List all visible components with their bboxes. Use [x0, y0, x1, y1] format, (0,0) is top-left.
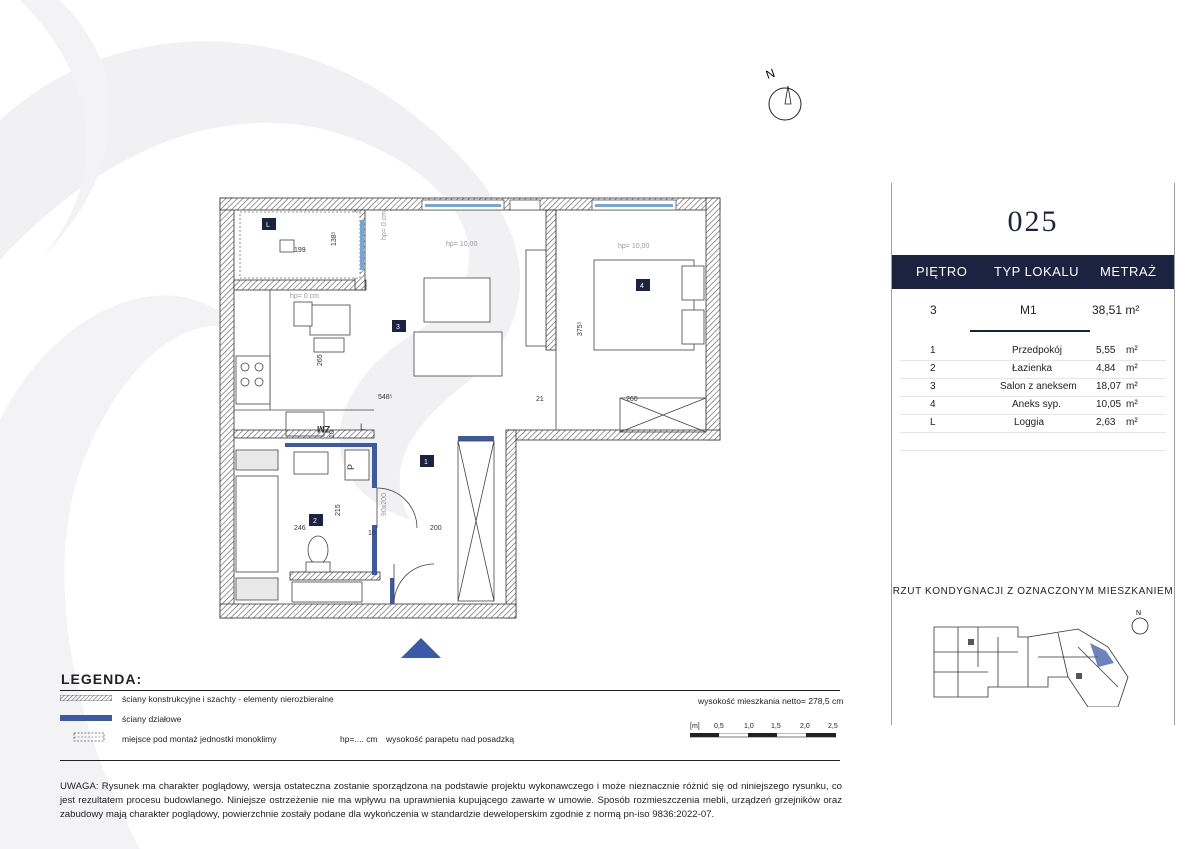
- room-row: [900, 397, 1166, 415]
- room-name: Aneks syp.: [1012, 399, 1061, 410]
- room-area: 2,63: [1096, 417, 1116, 428]
- north-compass-icon: [760, 64, 810, 124]
- entrance-arrow-icon: [400, 638, 442, 660]
- unit-info-panel: [891, 183, 1175, 725]
- room-area: 10,05: [1096, 399, 1122, 410]
- dim-200: 200: [430, 525, 442, 532]
- summary-floor: 3: [930, 303, 937, 317]
- apartment-height: wysokość mieszkania netto= 278,5 cm: [698, 696, 844, 706]
- room-row: [900, 379, 1166, 397]
- room-row-empty: [900, 433, 1166, 451]
- scale-tick: 1,5: [771, 723, 781, 730]
- p-label: P: [346, 463, 356, 470]
- room-unit: m²: [1126, 345, 1138, 356]
- room-num: 1: [930, 345, 936, 356]
- unit-header-bar: [892, 255, 1174, 289]
- room-row: [900, 415, 1166, 433]
- room-num: 4: [930, 399, 936, 410]
- room-num: 3: [930, 381, 936, 392]
- legend-structural-label: ściany konstrukcyjne i szachty - elementy nierozbieralne: [122, 694, 334, 704]
- legend-partition-label: ściany działowe: [122, 714, 182, 724]
- room-list: [892, 343, 1174, 451]
- summary-area: 38,51 m²: [1092, 303, 1140, 317]
- hp-10-a: hp= 10,00: [446, 241, 478, 248]
- dim-265: 265: [317, 354, 324, 366]
- legend-hp-desc: wysokość parapetu nad posadzką: [386, 734, 515, 744]
- legend-ac-unit-label: miejsce pod montaż jednostki monoklimy: [122, 734, 277, 744]
- mini-north-label: N: [1136, 610, 1142, 617]
- hp-0: hp= 0 cm: [381, 211, 388, 240]
- dim-199: 199: [294, 247, 306, 254]
- room-area: 18,07: [1096, 381, 1122, 392]
- legend-ac-unit-swatch: [60, 731, 112, 745]
- l-label: L: [360, 422, 366, 432]
- legend-top-rule: [60, 690, 840, 691]
- header-type: TYP LOKALU: [994, 264, 1079, 279]
- north-label: N: [763, 65, 777, 82]
- summary-type: M1: [1020, 303, 1037, 317]
- zm-label: ZM: [317, 424, 330, 434]
- room-tag-1: 1: [424, 459, 428, 466]
- room-unit: m²: [1126, 363, 1138, 374]
- room-num: L: [930, 417, 936, 428]
- dim-138: 138⁵: [331, 231, 338, 246]
- legend-hp-key: hp=.... cm: [340, 734, 378, 744]
- legend-partition-swatch: [60, 715, 112, 721]
- unit-number: 025: [1007, 205, 1059, 238]
- room-row: [900, 361, 1166, 379]
- hp-10-b: hp= 10,00: [618, 243, 650, 250]
- building-floor-thumbnail: [928, 607, 1148, 707]
- room-unit: m²: [1126, 399, 1138, 410]
- scale-unit: [m]: [690, 723, 700, 730]
- scale-bar-graphic: [690, 733, 836, 738]
- room-unit: m²: [1126, 417, 1138, 428]
- room-tag-3: 3: [396, 324, 400, 331]
- room-name: Przedpokój: [1012, 345, 1063, 356]
- header-floor: PIĘTRO: [916, 264, 968, 279]
- hp-0-b: hp= 0 cm: [290, 293, 319, 300]
- room-row: [900, 343, 1166, 361]
- dim-246: 246: [294, 525, 306, 532]
- summary-underline: [970, 330, 1090, 332]
- scale-tick: 1,0: [744, 723, 754, 730]
- dim-21: 21: [536, 396, 544, 403]
- room-tag-4: 4: [640, 283, 644, 290]
- disclaimer-note: UWAGA: Rysunek ma charakter poglądowy, wersja ostateczna zostanie sporządzona na podstawie projektu wykonawczego i może nieznacznie różnić się od niniejszego rysunku, co jest rezultatem procesu budowlanego. Niniejsze ostrzeżenie nie ma wpływu na uprawnienia kupującego zawarte w umowie. Sposób rozmieszczenia mebli, urządzeń grzejników oraz zabudowy mają charakter poglądowy, powierzchnie zostały podane dla wykończenia w standardzie deweloperskim zgodnie z normą pn-iso 9836:2022-07.: [60, 781, 842, 820]
- floor-plan: [210, 180, 730, 660]
- dim-548: 548⁵: [378, 394, 393, 401]
- mini-north-compass-icon: [1128, 607, 1154, 637]
- dim-260: 260: [626, 396, 638, 403]
- loggia-area: [240, 212, 360, 278]
- door-size: 90x200: [381, 493, 388, 516]
- room-unit: m²: [1126, 381, 1138, 392]
- room-name: Salon z aneksem: [1000, 381, 1077, 392]
- scale-tick: 2,5: [828, 723, 838, 730]
- scale-tick: 2,0: [800, 723, 810, 730]
- floorplan-label: RZUT KONDYGNACJI Z OZNACZONYM MIESZKANIEM: [892, 586, 1174, 597]
- room-tag-l: L: [266, 222, 270, 229]
- dim-10-b: 10: [368, 530, 376, 537]
- room-name: Loggia: [1014, 417, 1045, 428]
- legend-title: LEGENDA:: [61, 671, 143, 687]
- dim-10-a: 10: [329, 430, 336, 438]
- scale-tick: 0,5: [714, 723, 724, 730]
- legend-bottom-rule: [60, 760, 840, 761]
- room-num: 2: [930, 363, 936, 374]
- room-name: Łazienka: [1012, 363, 1053, 374]
- dim-215: 215: [335, 504, 342, 516]
- room-area: 5,55: [1096, 345, 1116, 356]
- legend-structural-swatch: [60, 695, 112, 701]
- room-tag-2: 2: [313, 518, 317, 525]
- header-area: METRAŻ: [1100, 264, 1157, 279]
- room-area: 4,84: [1096, 363, 1116, 374]
- dim-375: 375⁵: [577, 321, 584, 336]
